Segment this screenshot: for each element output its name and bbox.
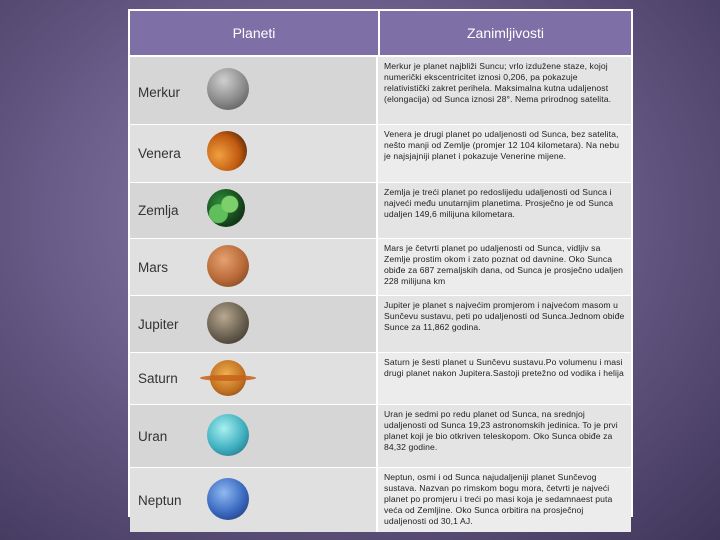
planet-name: Zemlja <box>138 203 179 218</box>
table-row <box>130 468 631 532</box>
venus-planet-icon <box>207 131 247 171</box>
planet-cell <box>130 183 378 238</box>
fact-cell: Jupiter je planet s najvećim promjerom i najvećom masom u Sunčevu sustavu, peti po udaljenosti od Sunca.Jednom obiđe Sunce za 11,862 godina. <box>378 296 631 352</box>
fact-cell: Mars je četvrti planet po udaljenosti od Sunca, vidljiv sa Zemlje prostim okom i zato poznat od davnine. Oko Sunca obiđe za 687 zemaljskih dana, od Sunca je prosječno udaljen 228 milijuna km <box>378 239 631 295</box>
planet-name: Uran <box>138 429 168 444</box>
earth-planet-icon <box>207 189 245 227</box>
mercury-planet-icon <box>207 68 249 110</box>
planet-cell <box>130 239 378 295</box>
planet-name: Venera <box>138 146 181 161</box>
planet-name: Saturn <box>138 371 178 386</box>
fact-cell: Merkur je planet najbliži Suncu; vrlo izdužene staze, kojoj numerički ekscentricitet iznosi 0,206, pa pokazuje relativistički zakret perihela. Maksimalna kutna udaljenost (elongacija) od Sunca iznosi 28°. Nema prirodnog satelita. <box>378 57 631 124</box>
table-row <box>130 239 631 296</box>
mars-planet-icon <box>207 245 249 287</box>
planet-name: Merkur <box>138 85 181 100</box>
table-header <box>130 11 631 57</box>
header-facts: Zanimljivosti <box>466 25 544 41</box>
table-row <box>130 296 631 353</box>
fact-cell: Zemlja je treći planet po redoslijedu udaljenosti od Sunca i najveći među unutarnjim planetima. Prosječno je od Sunca udaljen 149,6 milijuna kilometara. <box>378 183 631 238</box>
table-row <box>130 353 631 405</box>
planet-cell <box>130 468 378 532</box>
planet-cell <box>130 125 378 182</box>
planet-name: Neptun <box>138 493 182 508</box>
planet-name: Mars <box>138 260 168 275</box>
uranus-planet-icon <box>207 414 249 456</box>
table-row <box>130 405 631 468</box>
header-planets: Planeti <box>130 11 380 55</box>
planets-table <box>128 9 633 526</box>
jupiter-planet-icon <box>207 302 249 344</box>
table-row <box>130 125 631 183</box>
fact-cell: Saturn je šesti planet u Sunčevu sustavu.Po volumenu i masi drugi planet nakon Jupitera.Sastoji pretežno od vodika i helija <box>378 353 631 404</box>
table-row <box>130 57 631 125</box>
table-row <box>130 183 631 239</box>
planet-name: Jupiter <box>138 317 179 332</box>
fact-cell: Uran je sedmi po redu planet od Sunca, na srednjoj udaljenosti od Sunca 19,23 astronomskih jedinica. To je prvi planet koji je bio otkriven teleskopom. Oko Sunca obiđe za 84,32 godine. <box>378 405 631 467</box>
fact-cell: Venera je drugi planet po udaljenosti od Sunca, bez satelita, nešto manji od Zemlje (promjer 12 104 kilometara). Na nebu je najsjajniji planet i pokazuje Venerine mijene. <box>378 125 631 182</box>
planet-cell <box>130 353 378 404</box>
planet-cell <box>130 57 378 124</box>
neptune-planet-icon <box>207 478 249 520</box>
saturn-ring <box>200 375 256 381</box>
planet-cell <box>130 296 378 352</box>
fact-cell: Neptun, osmi i od Sunca najudaljeniji planet Sunčevog sustava. Nazvan po rimskom bogu mora, četvrti je najveći planet po promjeru i treći po masi koja je sedamnaest puta veća od Zemljine. Oko Sunca orbitira na prosječnoj udaljenosti od 30,1 AJ. <box>378 468 631 532</box>
planet-cell <box>130 405 378 467</box>
